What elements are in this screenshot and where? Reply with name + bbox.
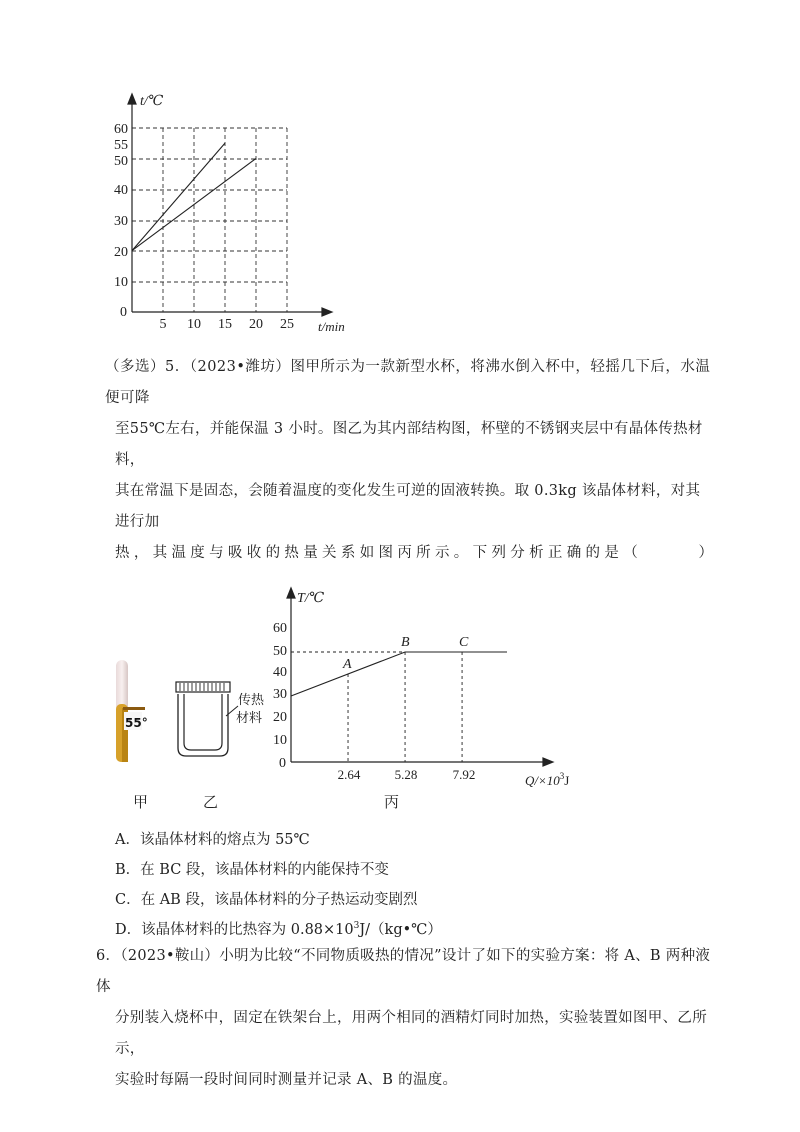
y-tick-label: 30 xyxy=(114,214,128,229)
x-axis-label: $Q/\times 10^3J$ xyxy=(525,771,570,788)
question-5-line-1: 图甲所示为一款新型水杯，将沸水倒入杯中，轻摇几下后，水温便可降 xyxy=(105,359,711,406)
thermometer-cup-image xyxy=(108,658,152,764)
x-axis-label: t/min xyxy=(318,319,345,334)
x-tick-label: 5 xyxy=(159,317,167,332)
point-c-label: C xyxy=(459,635,469,650)
y-tick-label: 20 xyxy=(273,710,287,725)
option-c: C．在 AB 段，该晶体材料的分子热运动变剧烈 xyxy=(115,892,418,908)
question-6 xyxy=(96,941,716,1096)
cup-label-line-1: 传热 xyxy=(238,692,265,707)
y-tick-label: 40 xyxy=(273,665,287,680)
option-d-text: D．该晶体材料的比热容为 0.88×10 xyxy=(115,922,354,938)
question-6-line-3: 实验时每隔一段时间同时测量并记录 A、B 的温度。 xyxy=(115,1072,458,1088)
option-d xyxy=(115,918,442,939)
question-5 xyxy=(105,352,715,569)
point-a-label: A xyxy=(343,657,352,672)
thermometer-reading: 55° xyxy=(125,716,148,730)
series-line-1 xyxy=(132,143,225,250)
question-5-line-3: 其在常温下是固态，会随着温度的变化发生可逆的固液转换。取 0.3kg 该晶体材料，对其进行加 xyxy=(115,483,701,530)
y-tick-label: 60 xyxy=(114,122,128,137)
x-tick-label: 5.28 xyxy=(394,767,418,782)
y-tick-label: 30 xyxy=(273,687,287,702)
x-tick-label: 2.64 xyxy=(337,767,361,782)
caption-yi: 乙 xyxy=(203,793,219,811)
y-tick-label: 20 xyxy=(114,245,128,260)
origin-label: 0 xyxy=(120,305,127,320)
x-tick-label: 10 xyxy=(187,317,201,332)
point-b-label: B xyxy=(401,635,410,650)
temperature-curve xyxy=(291,652,507,696)
option-a: A．该晶体材料的熔点为 55℃ xyxy=(115,832,310,848)
y-tick-label: 10 xyxy=(114,275,128,290)
temperature-time-chart xyxy=(100,85,360,340)
y-tick-label: 40 xyxy=(114,183,128,198)
option-d-exponent: 3 xyxy=(353,921,360,931)
cup-label-line-2: 材料 xyxy=(236,710,263,725)
x-tick-label: 15 xyxy=(218,317,232,332)
option-d-unit: J/（kg•℃） xyxy=(359,922,442,938)
y-tick-label: 10 xyxy=(273,733,287,748)
y-tick-label: 55 xyxy=(114,138,128,153)
y-tick-label: 60 xyxy=(273,621,287,636)
x-tick-label: 25 xyxy=(280,317,294,332)
y-tick-label: 50 xyxy=(273,644,287,659)
origin-label: 0 xyxy=(279,756,286,771)
y-tick-label: 50 xyxy=(114,154,128,169)
y-axis-label: T/℃ xyxy=(297,591,325,606)
question-5-prefix: （多选）5．（2023•潍坊） xyxy=(105,359,291,375)
caption-jia: 甲 xyxy=(133,793,149,811)
y-axis-label: t/℃ xyxy=(140,94,164,109)
x-tick-label: 20 xyxy=(249,317,263,332)
question-6-line-2: 分别装入烧杯中，固定在铁架台上，用两个相同的酒精灯同时加热，实验装置如图甲、乙所示， xyxy=(115,1010,707,1057)
question-5-line-2: 至55℃左右，并能保温 3 小时。图乙为其内部结构图，杯壁的不锈钢夹层中有晶体传热材料， xyxy=(115,421,703,468)
question-5-line-4: 热，其温度与吸收的热量关系如图丙所示。下列分析正确的是（ ） xyxy=(115,545,715,561)
option-b: B．在 BC 段，该晶体材料的内能保持不变 xyxy=(115,862,389,878)
x-tick-label: 7.92 xyxy=(452,767,476,782)
temperature-heat-chart xyxy=(255,580,600,795)
question-6-line-1: 6．（2023•鞍山）小明为比较“不同物质吸热的情况”设计了如下的实验方案：将 A、B 两种液体 xyxy=(96,948,711,995)
caption-bing: 丙 xyxy=(384,793,400,811)
